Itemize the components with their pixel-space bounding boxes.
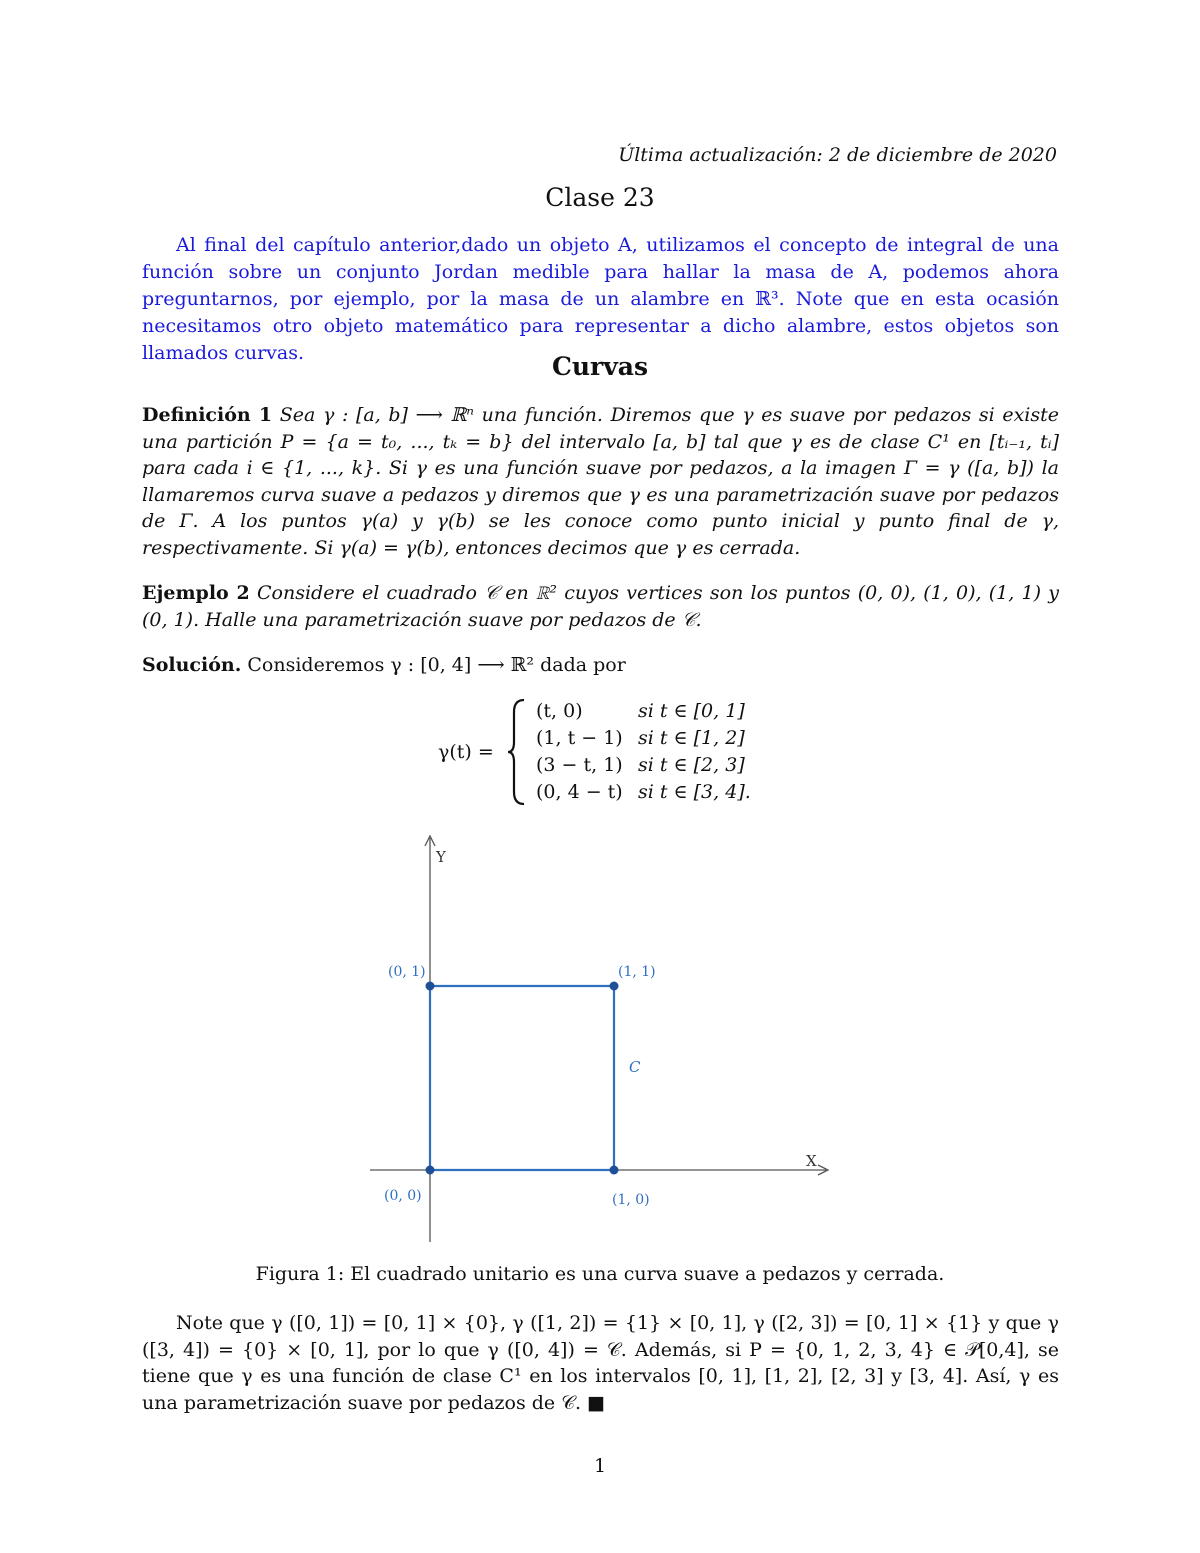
solution-text: Consideremos γ : [0, 4] ⟶ ℝ² dada por <box>247 654 626 676</box>
page-title: Clase 23 <box>545 183 655 212</box>
vertex-point <box>426 1166 435 1175</box>
note-paragraph: Note que γ ([0, 1]) = [0, 1] × {0}, γ ([1, 2]) = {1} × [0, 1], γ ([2, 3]) = [0, 1] × {1} y que γ ([3, 4]) = {0} × [0, 1], por lo que γ ([0, 4]) = 𝒞. Además, si P = {0, 1, 2, 3, 4} ∈ 𝒫[0,4], se tiene que γ es una función de clase C¹ en los intervalos [0, 1], [1, 2], [2, 3] y [3, 4]. Así, γ es una parametrización suave por pedazos de 𝒞. ■ <box>142 1312 1059 1414</box>
vertex-point <box>610 982 619 991</box>
piecewise-value-3: (3 − t, 1) <box>536 754 623 776</box>
vertex-label: (0, 1) <box>388 964 426 980</box>
intro-paragraph: Al final del capítulo anterior,dado un objeto A, utilizamos el concepto de integral de una función sobre un conjunto Jordan medible para hallar la masa de A, podemos ahora preguntarnos, por ejemplo, por la masa de un alambre en ℝ³. Note que en esta ocasión necesitamos otro objeto matemático para representar a dicho alambre, estos objetos son llamados curvas. <box>142 234 1059 364</box>
vertex-label: (0, 0) <box>384 1188 422 1204</box>
solution-label: Solución. <box>142 654 242 676</box>
figure-caption: Figura 1: El cuadrado unitario es una curva suave a pedazos y cerrada. <box>255 1263 945 1285</box>
piecewise-value-4: (0, 4 − t) <box>536 781 623 803</box>
page-number: 1 <box>593 1455 607 1477</box>
piecewise-cond-1: si t ∈ [0, 1] <box>638 700 745 722</box>
y-axis-label: Y <box>436 848 446 866</box>
vertex-point <box>610 1166 619 1175</box>
definition-text: Sea γ : [a, b] ⟶ ℝⁿ una función. Diremos que γ es suave por pedazos si existe una partición P = {a = t₀, ..., tₖ = b} del intervalo [a, b] tal que γ es de clase C¹ en [tᵢ₋₁, tᵢ] para cada i ∈ {1, ..., k}. Si γ es una función suave por pedazos, a la imagen Γ = γ ([a, b]) la llamaremos curva suave a pedazos y diremos que γ es una parametrización suave por pedazos de Γ. A los puntos γ(a) y γ(b) se les conoce como punto inicial y punto final de γ, respectivamente. Si γ(a) = γ(b), entonces decimos que γ es cerrada. <box>142 404 1059 559</box>
example-label: Ejemplo 2 <box>142 582 250 604</box>
last-updated: Última actualización: 2 de diciembre de 2020 <box>618 144 1057 166</box>
curve-label: C <box>629 1058 641 1076</box>
section-heading: Curvas <box>551 352 649 381</box>
example-text: Considere el cuadrado 𝒞 en ℝ² cuyos vertices son los puntos (0, 0), (1, 0), (1, 1) y (0, 1). Halle una parametrización suave por pedazos de 𝒞. <box>142 582 1059 631</box>
piecewise-value-2: (1, t − 1) <box>536 727 623 749</box>
unit-square <box>430 986 614 1170</box>
piecewise-cond-2: si t ∈ [1, 2] <box>638 727 745 749</box>
vertex-point <box>426 982 435 991</box>
definition-label: Definición 1 <box>142 404 273 426</box>
piecewise-lhs: γ(t) = <box>438 741 494 763</box>
x-axis-label: X <box>806 1152 817 1170</box>
vertex-label: (1, 0) <box>612 1192 650 1208</box>
piecewise-value-1: (t, 0) <box>536 700 583 722</box>
piecewise-cond-4: si t ∈ [3, 4]. <box>638 781 751 803</box>
piecewise-cond-3: si t ∈ [2, 3] <box>638 754 745 776</box>
vertex-label: (1, 1) <box>618 964 656 980</box>
